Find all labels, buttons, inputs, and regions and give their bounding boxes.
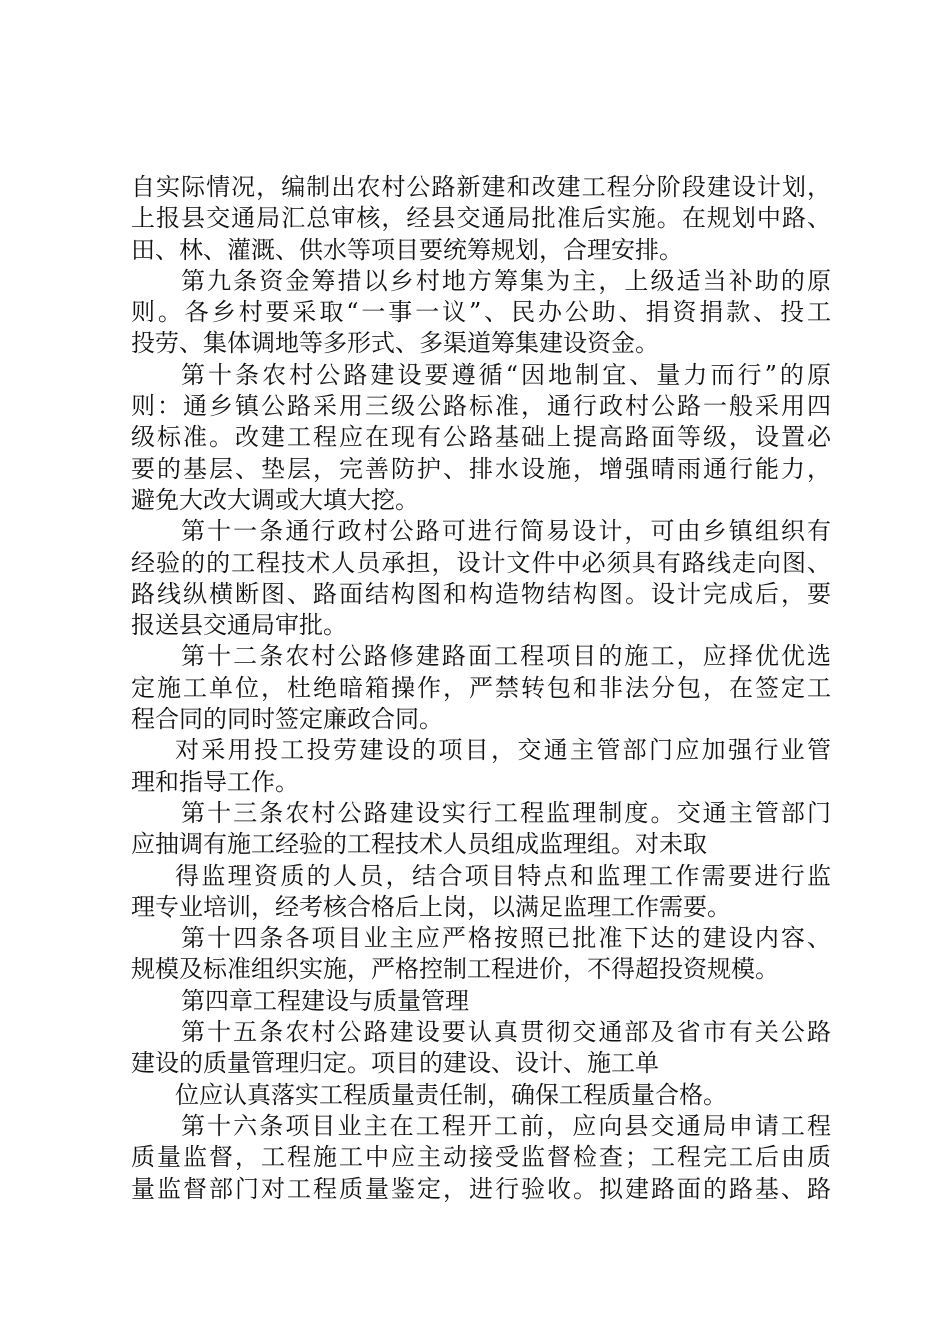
text-line: 应抽调有施工经验的工程技术人员组成监理组。对未取 — [131, 830, 707, 859]
text-line: 第十四条各项目业主应严格按照已批准下达的建设内容、 — [181, 924, 831, 953]
text-line: 则：通乡镇公路采用三级公路标准，通行政村公路一般采用四 — [131, 392, 831, 421]
text-line: 质量监督，工程施工中应主动接受监督检查；工程完工后由质 — [131, 1143, 831, 1172]
text-line: 上报县交通局汇总审核，经县交通局批准后实施。在规划中路、 — [131, 204, 831, 233]
chapter-heading: 第四章工程建设与质量管理 — [181, 986, 469, 1015]
text-line: 则。各乡村要采取“一事一议”、民办公助、捐资捐款、投工 — [131, 298, 831, 327]
text-line: 路线纵横断图、路面结构图和构造物结构图。设计完成后，要 — [131, 579, 831, 608]
text-line: 田、林、灌溉、供水等项目要统筹规划，合理安排。 — [131, 235, 683, 264]
text-line: 得监理资质的人员，结合项目特点和监理工作需要进行监 — [175, 861, 831, 890]
text-line: 规模及标准组织实施，严格控制工程进价，不得超投资规模。 — [131, 955, 779, 984]
text-line: 第十条农村公路建设要遵循“因地制宜、量力而行”的原 — [181, 360, 831, 389]
text-line: 第九条资金筹措以乡村地方筹集为主，上级适当补助的原 — [181, 266, 831, 295]
text-line: 投劳、集体调地等多形式、多渠道筹集建设资金。 — [131, 329, 659, 358]
text-line: 避免大改大调或大填大挖。 — [131, 485, 419, 514]
text-line: 对采用投工投劳建设的项目，交通主管部门应加强行业管 — [175, 736, 831, 765]
text-line: 程合同的同时签定廉政合同。 — [131, 705, 443, 734]
text-line: 位应认真落实工程质量责任制，确保工程质量合格。 — [175, 1080, 727, 1109]
text-line: 建设的质量管理归定。项目的建设、设计、施工单 — [131, 1049, 659, 1078]
text-line: 要的基层、垫层，完善防护、排水设施，增强晴雨通行能力， — [131, 454, 831, 483]
document-body — [131, 172, 831, 1205]
text-line: 第十三条农村公路建设实行工程监理制度。交通主管部门 — [181, 798, 831, 827]
text-line: 定施工单位，杜绝暗箱操作，严禁转包和非法分包，在签定工 — [131, 673, 831, 702]
text-line: 报送县交通局审批。 — [131, 611, 347, 640]
text-line: 理和指导工作。 — [131, 767, 299, 796]
text-line: 自实际情况，编制出农村公路新建和改建工程分阶段建设计划， — [131, 173, 831, 201]
text-line: 第十五条农村公路建设要认真贯彻交通部及省市有关公路 — [181, 1018, 831, 1047]
text-line: 量监督部门对工程质量鉴定，进行验收。拟建路面的路基、路 — [131, 1174, 831, 1203]
text-line: 第十六条项目业主在工程开工前，应向县交通局申请工程 — [181, 1111, 831, 1140]
text-line: 第十二条农村公路修建路面工程项目的施工，应择优优选 — [181, 642, 831, 671]
text-line: 第十一条通行政村公路可进行简易设计，可由乡镇组织有 — [181, 517, 831, 546]
text-line: 级标准。改建工程应在现有公路基础上提高路面等级，设置必 — [131, 423, 831, 452]
text-line: 理专业培训，经考核合格后上岗，以满足监理工作需要。 — [131, 892, 731, 921]
text-line: 经验的的工程技术人员承担，设计文件中必须具有路线走向图、 — [131, 548, 831, 577]
